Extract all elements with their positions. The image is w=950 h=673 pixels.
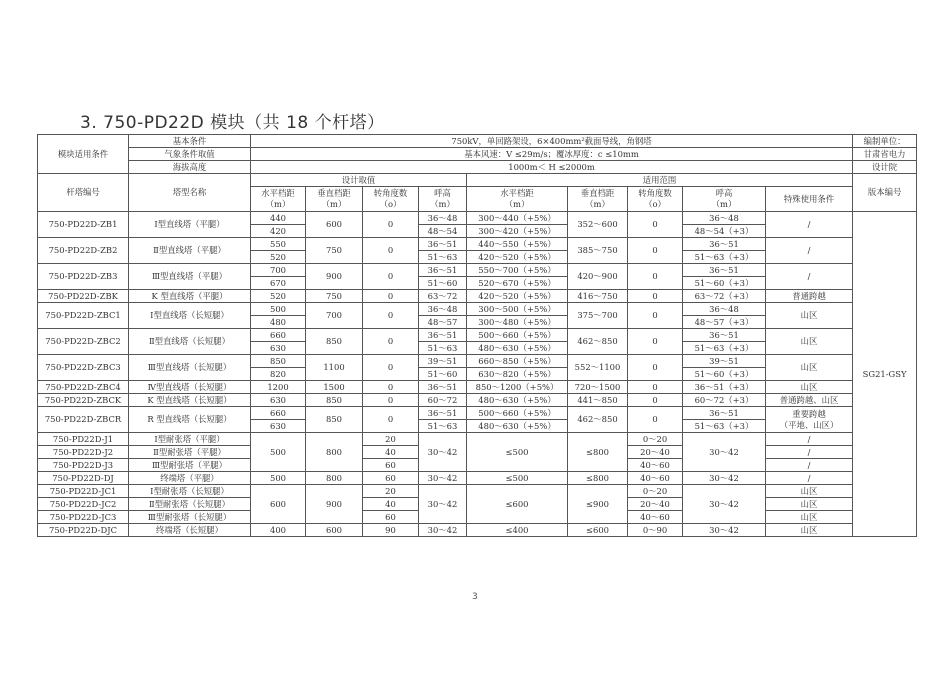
design-h-span: 700 <box>251 264 306 277</box>
design-height: 60～72 <box>419 394 467 407</box>
cell-dhh: 30～42 <box>419 472 467 485</box>
range-angle: 0～20 <box>628 433 683 446</box>
range-h-span: 630～820（+5%） <box>467 368 568 381</box>
design-h-span: 420 <box>251 225 306 238</box>
design-angle: 40 <box>363 498 419 511</box>
cell-sp: / <box>766 472 853 485</box>
special-condition: 山区 <box>766 303 853 329</box>
tower-name: Ⅱ型耐张塔（平腿） <box>129 446 251 459</box>
range-v-span: 420～900 <box>568 264 628 290</box>
header-range-v-span: 垂直档距 （m） <box>568 187 628 212</box>
header-tower-id: 杆塔编号 <box>38 174 129 212</box>
tower-id: 750-PD22D-JC1 <box>38 485 129 498</box>
special-condition: 山区 <box>766 511 853 524</box>
design-angle: 60 <box>363 459 419 472</box>
tower-name: Ⅰ型耐张塔（平腿） <box>129 433 251 446</box>
range-h-span: ≤500 <box>467 433 568 472</box>
table-row <box>38 303 917 316</box>
editor-value: 设计院 <box>853 161 917 174</box>
range-height: 36～48 <box>683 303 766 316</box>
editor-value: 甘肃省电力 <box>853 148 917 161</box>
tower-name: Ⅲ型耐张塔（平腿） <box>129 459 251 472</box>
range-height: 63～72（+3） <box>683 290 766 303</box>
range-height: 36～51 <box>683 329 766 342</box>
range-angle: 0 <box>628 355 683 381</box>
tower-id: 750-PD22D-JC2 <box>38 498 129 511</box>
range-height: 30～42 <box>683 433 766 472</box>
condition-label: 海拔高度 <box>129 161 251 174</box>
design-height: 51～63 <box>419 251 467 264</box>
tower-name: Ⅰ型直线塔（平腿） <box>129 212 251 238</box>
design-height: 36～51 <box>419 329 467 342</box>
tower-name: R 型直线塔（长短腿） <box>129 407 251 433</box>
special-condition: 山区 <box>766 485 853 498</box>
range-height: 36～48 <box>683 212 766 225</box>
design-h-span: 480 <box>251 316 306 329</box>
special-condition: 山区 <box>766 498 853 511</box>
design-v-span: 750 <box>306 290 363 303</box>
cell-da: 60 <box>363 472 419 485</box>
design-height: 51～63 <box>419 420 467 433</box>
design-v-span: 850 <box>306 407 363 433</box>
range-h-span: 300～480（+5%） <box>467 316 568 329</box>
range-h-span: 500～660（+5%） <box>467 329 568 342</box>
tower-name: Ⅲ型直线塔（平腿） <box>129 264 251 290</box>
range-height: 60～72（+3） <box>683 394 766 407</box>
tower-name: Ⅲ型直线塔（长短腿） <box>129 355 251 381</box>
condition-value: 750kV，单回路架设，6×400mm²截面导线，角钢塔 <box>251 135 853 148</box>
table-row <box>38 212 917 225</box>
special-condition: 山区 <box>766 329 853 355</box>
table-row <box>38 290 917 303</box>
table-row <box>38 433 917 446</box>
range-angle: 0 <box>628 212 683 238</box>
range-height: 36～51 <box>683 264 766 277</box>
design-angle: 40 <box>363 446 419 459</box>
range-height: 51～63（+3） <box>683 342 766 355</box>
cell-dhh: 30～42 <box>419 524 467 537</box>
tower-id: 750-PD22D-ZB2 <box>38 238 129 264</box>
range-h-span: 480～630（+5%） <box>467 394 568 407</box>
range-v-span: 441～850 <box>568 394 628 407</box>
tower-id: 750-PD22D-ZB3 <box>38 264 129 290</box>
tower-name: K 型直线塔（长短腿） <box>129 394 251 407</box>
design-angle: 60 <box>363 511 419 524</box>
design-h-span: 500 <box>251 433 306 472</box>
cell-id: 750-PD22D-DJC <box>38 524 129 537</box>
range-h-span: 420～520（+5%） <box>467 251 568 264</box>
design-height: 36～51 <box>419 264 467 277</box>
version-code: SG21-GSY <box>853 212 917 537</box>
cell-dv: 600 <box>306 524 363 537</box>
table-row <box>38 407 917 420</box>
tower-id: 750-PD22D-ZBC3 <box>38 355 129 381</box>
cell-name: 终端塔（长短腿） <box>129 524 251 537</box>
design-angle: 0 <box>363 290 419 303</box>
range-angle: 0 <box>628 303 683 329</box>
design-h-span: 670 <box>251 277 306 290</box>
tower-name: Ⅲ型耐张塔（长短腿） <box>129 511 251 524</box>
special-condition: / <box>766 238 853 264</box>
range-h-span: 500～660（+5%） <box>467 407 568 420</box>
tower-id: 750-PD22D-ZBC2 <box>38 329 129 355</box>
range-v-span: 375～700 <box>568 303 628 329</box>
range-h-span: ≤600 <box>467 485 568 524</box>
design-v-span: 850 <box>306 329 363 355</box>
cell-rh: ≤500 <box>467 472 568 485</box>
condition-value: 基本风速：V ≤29m/s；覆冰厚度：c ≤10mm <box>251 148 853 161</box>
tower-name: Ⅳ型直线塔（长短腿） <box>129 381 251 394</box>
design-height: 36～51 <box>419 381 467 394</box>
header-range-group: 适用范围 <box>467 174 853 187</box>
range-height: 48～54（+3） <box>683 225 766 238</box>
tower-id: 750-PD22D-ZB1 <box>38 212 129 238</box>
design-h-span: 630 <box>251 420 306 433</box>
design-angle: 0 <box>363 264 419 290</box>
design-h-span: 630 <box>251 394 306 407</box>
table-row <box>38 355 917 368</box>
cell-sp: 山区 <box>766 524 853 537</box>
design-angle: 0 <box>363 303 419 329</box>
cell-ra: 40～60 <box>628 472 683 485</box>
tower-name: K 型直线塔（平腿） <box>129 290 251 303</box>
special-condition: 山区 <box>766 355 853 381</box>
design-angle: 0 <box>363 381 419 394</box>
design-angle: 0 <box>363 212 419 238</box>
table-row <box>38 472 917 485</box>
design-height: 48～54 <box>419 225 467 238</box>
range-v-span: 720～1500 <box>568 381 628 394</box>
range-v-span: 462～850 <box>568 329 628 355</box>
header-design-h-span: 水平档距 （m） <box>251 187 306 212</box>
design-v-span: 750 <box>306 238 363 264</box>
header-special: 特殊使用条件 <box>766 187 853 212</box>
tower-name: Ⅱ型直线塔（平腿） <box>129 238 251 264</box>
range-h-span: 300～500（+5%） <box>467 303 568 316</box>
range-angle: 20～40 <box>628 446 683 459</box>
range-angle: 0 <box>628 238 683 264</box>
table-body <box>38 212 917 537</box>
cell-da: 90 <box>363 524 419 537</box>
table-row <box>38 381 917 394</box>
range-v-span: 552～1100 <box>568 355 628 381</box>
range-h-span: 850～1200（+5%） <box>467 381 568 394</box>
range-angle: 0 <box>628 290 683 303</box>
range-angle: 20～40 <box>628 498 683 511</box>
cell-rh: ≤400 <box>467 524 568 537</box>
range-height: 30～42 <box>683 485 766 524</box>
cell-id: 750-PD22D-DJ <box>38 472 129 485</box>
cell-rhh: 30～42 <box>683 524 766 537</box>
table-row <box>38 394 917 407</box>
range-h-span: 550～700（+5%） <box>467 264 568 277</box>
design-h-span: 520 <box>251 251 306 264</box>
cell-rv: ≤800 <box>568 472 628 485</box>
design-height: 63～72 <box>419 290 467 303</box>
header-tower-name: 塔型名称 <box>129 174 251 212</box>
cell-dv: 800 <box>306 472 363 485</box>
design-height: 51～60 <box>419 368 467 381</box>
range-angle: 0 <box>628 264 683 290</box>
special-condition: 山区 <box>766 381 853 394</box>
design-angle: 0 <box>363 407 419 433</box>
design-height: 51～60 <box>419 277 467 290</box>
special-condition: / <box>766 212 853 238</box>
design-v-span: 1100 <box>306 355 363 381</box>
tower-id: 750-PD22D-ZBCR <box>38 407 129 433</box>
special-condition: / <box>766 433 853 446</box>
tower-name: Ⅱ型直线塔（长短腿） <box>129 329 251 355</box>
design-h-span: 440 <box>251 212 306 225</box>
design-height: 30～42 <box>419 485 467 524</box>
range-v-span: 385～750 <box>568 238 628 264</box>
section-title: 3. 750-PD22D 模块（共 18 个杆塔） <box>80 113 385 133</box>
design-h-span: 630 <box>251 342 306 355</box>
range-h-span: 480～630（+5%） <box>467 420 568 433</box>
tower-name: Ⅰ型耐张塔（长短腿） <box>129 485 251 498</box>
range-v-span: ≤900 <box>568 485 628 524</box>
condition-label: 气象条件取值 <box>129 148 251 161</box>
cell-dh: 500 <box>251 472 306 485</box>
cell-name: 终端塔（平腿） <box>129 472 251 485</box>
page-number: 3 <box>472 592 478 602</box>
cell-rhh: 30～42 <box>683 472 766 485</box>
design-h-span: 520 <box>251 290 306 303</box>
design-angle: 0 <box>363 394 419 407</box>
design-h-span: 820 <box>251 368 306 381</box>
design-v-span: 1500 <box>306 381 363 394</box>
tower-id: 750-PD22D-J3 <box>38 459 129 472</box>
cell-dh: 400 <box>251 524 306 537</box>
range-v-span: 352～600 <box>568 212 628 238</box>
range-angle: 0～20 <box>628 485 683 498</box>
tower-name: Ⅱ型耐张塔（长短腿） <box>129 498 251 511</box>
range-angle: 0 <box>628 394 683 407</box>
tower-id: 750-PD22D-J1 <box>38 433 129 446</box>
design-angle: 20 <box>363 485 419 498</box>
design-h-span: 850 <box>251 355 306 368</box>
table-row <box>38 329 917 342</box>
design-height: 51～63 <box>419 342 467 355</box>
header-design-v-span: 垂直档距 （m） <box>306 187 363 212</box>
special-condition: 重要跨越 （平地、山区） <box>766 407 853 433</box>
range-angle: 0 <box>628 381 683 394</box>
design-height: 36～51 <box>419 407 467 420</box>
header-range-angle: 转角度数 （o） <box>628 187 683 212</box>
range-h-span: 440～550（+5%） <box>467 238 568 251</box>
header-range-height: 呼高 （m） <box>683 187 766 212</box>
header-version: 版本编号 <box>853 174 917 212</box>
design-height: 36～51 <box>419 238 467 251</box>
condition-label: 基本条件 <box>129 135 251 148</box>
condition-value: 1000m＜ H ≤2000m <box>251 161 853 174</box>
range-height: 36～51 <box>683 407 766 420</box>
range-height: 39～51 <box>683 355 766 368</box>
range-angle: 40～60 <box>628 511 683 524</box>
header-design-height: 呼高 （m） <box>419 187 467 212</box>
range-height: 51～60（+3） <box>683 368 766 381</box>
table-row <box>38 485 917 498</box>
design-height: 30～42 <box>419 433 467 472</box>
design-v-span: 900 <box>306 485 363 524</box>
design-v-span: 850 <box>306 394 363 407</box>
cell-ra: 0～90 <box>628 524 683 537</box>
design-v-span: 800 <box>306 433 363 472</box>
design-angle: 20 <box>363 433 419 446</box>
range-angle: 0 <box>628 407 683 433</box>
tower-id: 750-PD22D-JC3 <box>38 511 129 524</box>
special-condition: / <box>766 459 853 472</box>
design-h-span: 500 <box>251 303 306 316</box>
range-h-span: 420～520（+5%） <box>467 290 568 303</box>
tower-name: Ⅰ型直线塔（长短腿） <box>129 303 251 329</box>
special-condition: 普通跨越、山区 <box>766 394 853 407</box>
design-height: 36～48 <box>419 303 467 316</box>
design-height: 39～51 <box>419 355 467 368</box>
tower-id: 750-PD22D-ZBC4 <box>38 381 129 394</box>
tower-spec-table <box>37 134 917 537</box>
special-condition: / <box>766 446 853 459</box>
cell-rv: ≤600 <box>568 524 628 537</box>
design-h-span: 660 <box>251 329 306 342</box>
range-height: 51～63（+3） <box>683 420 766 433</box>
range-height: 51～63（+3） <box>683 251 766 264</box>
design-v-span: 900 <box>306 264 363 290</box>
design-h-span: 1200 <box>251 381 306 394</box>
range-height: 36～51（+3） <box>683 381 766 394</box>
conditions-group-label: 模块适用条件 <box>38 135 129 174</box>
design-v-span: 700 <box>306 303 363 329</box>
design-v-span: 600 <box>306 212 363 238</box>
range-angle: 0 <box>628 329 683 355</box>
range-height: 48～57（+3） <box>683 316 766 329</box>
design-angle: 0 <box>363 355 419 381</box>
tower-id: 750-PD22D-ZBC1 <box>38 303 129 329</box>
range-h-span: 660～850（+5%） <box>467 355 568 368</box>
header-design-angle: 转角度数 （o） <box>363 187 419 212</box>
design-height: 48～57 <box>419 316 467 329</box>
table-row <box>38 264 917 277</box>
tower-id: 750-PD22D-ZBCK <box>38 394 129 407</box>
editor-label: 编制单位： <box>853 135 917 148</box>
design-h-span: 660 <box>251 407 306 420</box>
range-angle: 40～60 <box>628 459 683 472</box>
header-design-group: 设计取值 <box>251 174 467 187</box>
tower-id: 750-PD22D-ZBK <box>38 290 129 303</box>
table-row <box>38 238 917 251</box>
table-row <box>38 524 917 537</box>
range-h-span: 300～420（+5%） <box>467 225 568 238</box>
range-v-span: 462～850 <box>568 407 628 433</box>
header-range-h-span: 水平档距 （m） <box>467 187 568 212</box>
design-angle: 0 <box>363 238 419 264</box>
range-v-span: ≤800 <box>568 433 628 472</box>
design-angle: 0 <box>363 329 419 355</box>
design-h-span: 550 <box>251 238 306 251</box>
range-height: 51～60（+3） <box>683 277 766 290</box>
range-h-span: 520～670（+5%） <box>467 277 568 290</box>
range-v-span: 416～750 <box>568 290 628 303</box>
range-height: 36～51 <box>683 238 766 251</box>
design-h-span: 600 <box>251 485 306 524</box>
tower-id: 750-PD22D-J2 <box>38 446 129 459</box>
special-condition: / <box>766 264 853 290</box>
range-h-span: 480～630（+5%） <box>467 342 568 355</box>
special-condition: 普通跨越 <box>766 290 853 303</box>
range-h-span: 300～440（+5%） <box>467 212 568 225</box>
design-height: 36～48 <box>419 212 467 225</box>
